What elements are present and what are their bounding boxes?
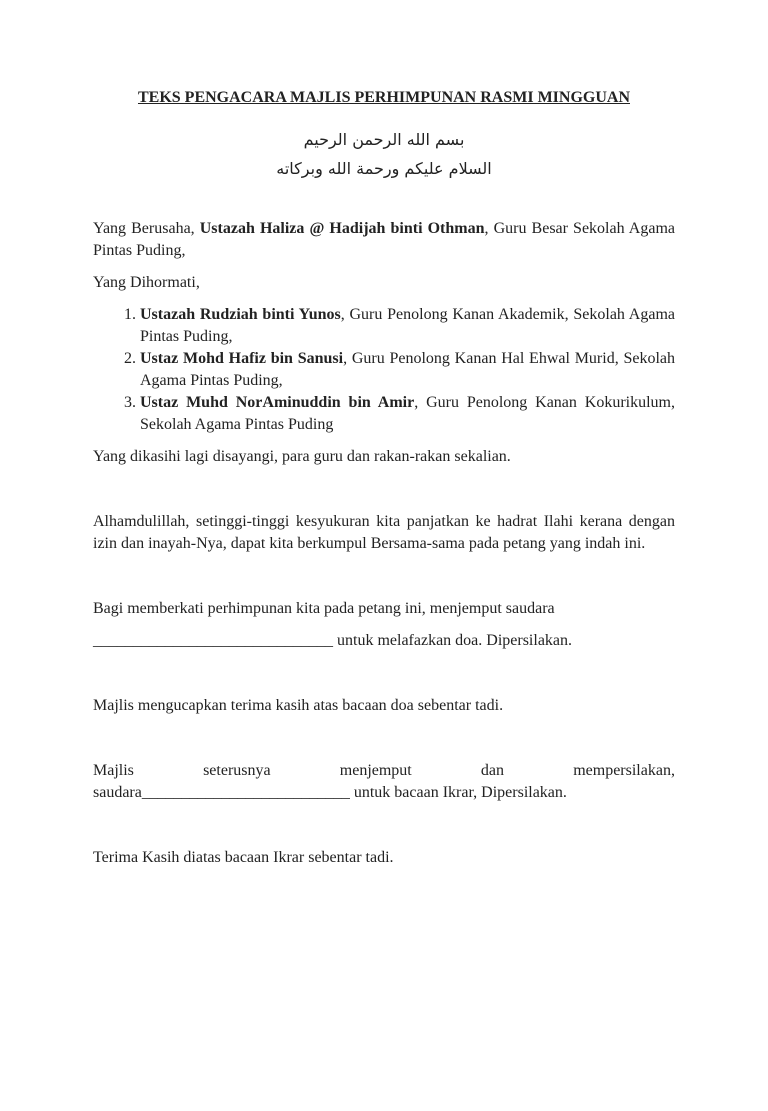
greeting-prefix: Yang Berusaha, bbox=[93, 220, 200, 237]
vip-list bbox=[93, 304, 675, 436]
doa-suffix: untuk melafazkan doa. Dipersilakan. bbox=[333, 632, 573, 649]
vip-name: Ustaz Muhd NorAminuddin bin Amir bbox=[140, 394, 415, 411]
word: mempersilakan, bbox=[573, 762, 675, 779]
doa-name-blank: ______________________________ bbox=[93, 632, 333, 649]
ikrar-prefix: saudara bbox=[93, 784, 142, 801]
paragraph-thanks-ikrar: Terima Kasih diatas bacaan Ikrar sebentar tadi. bbox=[93, 849, 394, 866]
vip-detail: , Guru Penolong Kanan Kokurikulum, Sekolah Agama Pintas Puding bbox=[140, 394, 675, 433]
list-item bbox=[140, 348, 675, 392]
word: seterusnya bbox=[203, 762, 271, 779]
word: dan bbox=[480, 762, 505, 779]
headmaster-name: Ustazah Haliza @ Hadijah binti Othman bbox=[199, 220, 485, 237]
ikrar-name-blank: __________________________ bbox=[141, 784, 350, 801]
paragraph-thanks-doa: Majlis mengucapkan terima kasih atas bacaan doa sebentar tadi. bbox=[93, 697, 504, 714]
ikrar-suffix: untuk bacaan Ikrar, Dipersilakan. bbox=[349, 784, 567, 801]
word: Majlis bbox=[93, 762, 134, 779]
headmaster-detail: , Guru Besar Sekolah Agama Pintas Puding, bbox=[93, 220, 675, 259]
paragraph-ikrar-invite bbox=[93, 760, 675, 804]
arabic-basmalah: بسم الله الرحمن الرحيم bbox=[303, 130, 465, 149]
vip-name: Ustazah Rudziah binti Yunos bbox=[140, 306, 341, 323]
paragraph-alhamdulillah: Alhamdulillah, setinggi-tinggi kesyukuran kita panjatkan ke hadrat Ilahi kerana dengan izin dan inayah-Nya, dapat kita berkumpul Bersama-sama pada petang yang indah ini. bbox=[93, 513, 675, 552]
paragraph-doa-blank bbox=[93, 630, 675, 652]
list-item bbox=[140, 304, 675, 348]
ikrar-blank-line bbox=[93, 782, 675, 804]
vip-detail: , Guru Penolong Kanan Akademik, Sekolah Agama Pintas Puding, bbox=[140, 306, 676, 345]
greeting-dihormati: Yang Dihormati, bbox=[93, 274, 200, 291]
paragraph-doa-invite: Bagi memberkati perhimpunan kita pada petang ini, menjemput saudara bbox=[93, 600, 555, 617]
ikrar-invite-line bbox=[93, 760, 675, 782]
document-title: TEKS PENGACARA MAJLIS PERHIMPUNAN RASMI MINGGUAN bbox=[137, 89, 630, 106]
word: menjemput bbox=[339, 762, 412, 779]
vip-detail: , Guru Penolong Kanan Hal Ehwal Murid, Sekolah Agama Pintas Puding, bbox=[140, 350, 675, 389]
arabic-salam: السلام عليكم ورحمة الله وبركاته bbox=[276, 159, 492, 178]
greeting-berusaha bbox=[93, 218, 675, 262]
vip-name: Ustaz Mohd Hafiz bin Sanusi bbox=[140, 350, 344, 367]
greeting-dikasihi: Yang dikasihi lagi disayangi, para guru dan rakan-rakan sekalian. bbox=[93, 448, 511, 465]
list-item bbox=[140, 392, 675, 436]
document-page bbox=[0, 87, 768, 1111]
